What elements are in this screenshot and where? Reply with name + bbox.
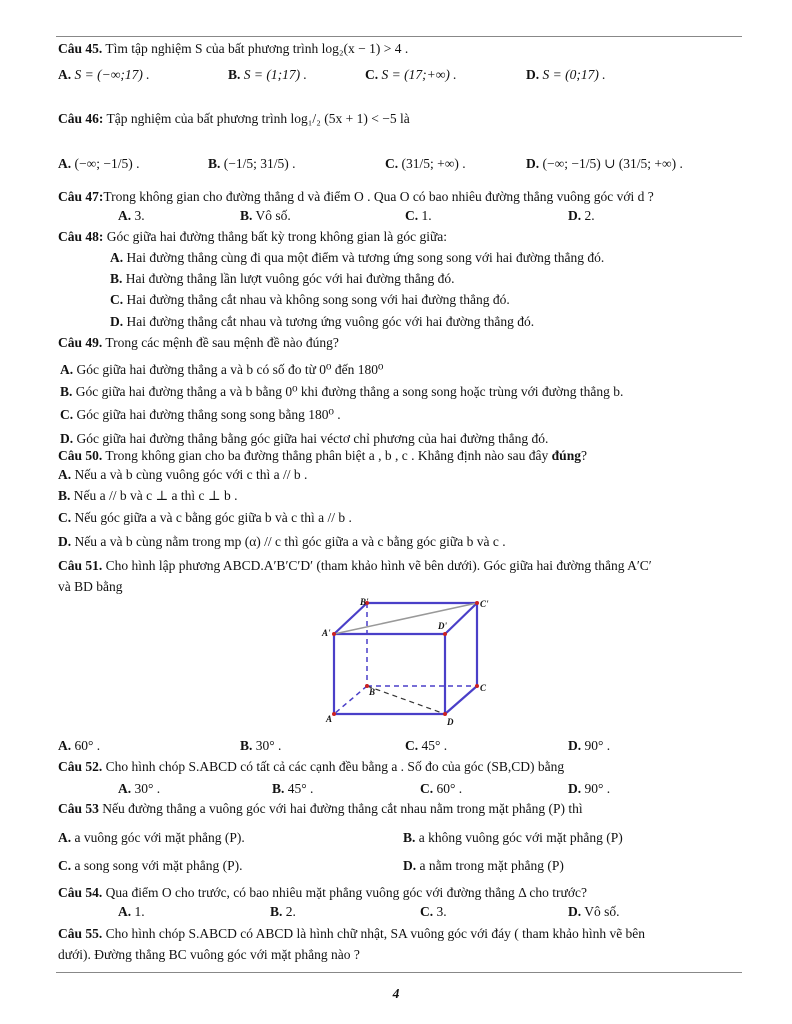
q46-stem: Câu 46: Tập nghiệm của bất phương trình log₁/₂ (5x + 1) < −5 là — [58, 111, 410, 126]
label-d: D — [447, 717, 454, 727]
point-c — [475, 684, 479, 688]
page-number: 4 — [392, 986, 400, 1001]
point-a — [332, 712, 336, 716]
q45-opt-d: D. S = (0;17) . — [526, 67, 606, 82]
label-a: A — [326, 714, 333, 724]
point-d1 — [443, 632, 447, 636]
bottom-rule — [56, 972, 742, 973]
q45-opt-a: A. S = (−∞;17) . — [58, 67, 150, 82]
q49-opt-b: B. Góc giữa hai đường thẳng a và b bằng 0⁰ khi đường thẳng a song song hoặc trùng với đường thẳng b. — [60, 384, 624, 399]
q51-opt-d: D. 90° . — [568, 738, 611, 753]
q47-opt-a: A. 3. — [118, 208, 145, 223]
q52-stem: Câu 52. Cho hình chóp S.ABCD có tất cả các cạnh đều bằng a . Số đo của góc (SB,CD) bằng — [58, 759, 565, 774]
q49-stem: Câu 49. Trong các mệnh đề sau mệnh đề nào đúng? — [58, 335, 339, 350]
label-d1: D' — [438, 621, 447, 631]
diagonal-bd — [367, 686, 445, 714]
diagonal-a1c1 — [334, 603, 477, 634]
q50-opt-a: A. Nếu a và b cùng vuông góc với c thì a // b . — [58, 467, 308, 482]
q55-stem: Câu 55. Cho hình chóp S.ABCD có ABCD là hình chữ nhật, SA vuông góc với đáy ( tham khảo hình vẽ bên — [58, 926, 646, 941]
q54-opt-d: D. Vô số. — [568, 904, 620, 919]
q45-stem: Câu 45. Tìm tập nghiệm S của bất phương trình log₂(x − 1) > 4 . — [58, 41, 409, 56]
q53-opt-b: B. a không vuông góc với mặt phẳng (P) — [403, 830, 623, 845]
q48-opt-a: A. Hai đường thẳng cùng đi qua một điểm và tương ứng song song với hai đường thẳng đó. — [110, 250, 605, 265]
q49-opt-a: A. Góc giữa hai đường thẳng a và b có số đo từ 0⁰ đến 180⁰ — [60, 362, 384, 377]
q50-opt-b: B. Nếu a // b và c ⊥ a thì c ⊥ b . — [58, 488, 238, 503]
q55-stem-cont: dưới). Đường thẳng BC vuông góc với mặt phẳng nào ? — [58, 947, 360, 962]
q52-opt-b: B. 45° . — [272, 781, 314, 796]
q54-opt-b: B. 2. — [270, 904, 296, 919]
q52-opt-c: C. 60° . — [420, 781, 463, 796]
q45-opt-c: C. S = (17;+∞) . — [365, 67, 457, 82]
q51-opt-a: A. 60° . — [58, 738, 101, 753]
q54-opt-c: C. 3. — [420, 904, 447, 919]
q54-opt-a: A. 1. — [118, 904, 145, 919]
q50-opt-d: D. Nếu a và b cùng nằm trong mp (α) // c thì góc giữa a và c bằng góc giữa b và c . — [58, 534, 506, 549]
q48-opt-d: D. Hai đường thẳng cắt nhau và tương ứng vuông góc với hai đường thẳng đó. — [110, 314, 535, 329]
q49-opt-c: C. Góc giữa hai đường thẳng song song bằng 180⁰ . — [60, 407, 341, 422]
q46-opt-a: A. (−∞; −1/5) . — [58, 156, 140, 171]
q53-stem: Câu 53 Nếu đường thẳng a vuông góc với hai đường thẳng cắt nhau nằm trong mặt phẳng (P) thì — [58, 801, 583, 816]
q50-stem: Câu 50. Trong không gian cho ba đường thẳng phân biệt a , b , c . Khẳng định nào sau đây đúng? — [58, 448, 587, 463]
point-a1 — [332, 632, 336, 636]
q47-opt-c: C. 1. — [405, 208, 432, 223]
q53-opt-a: A. a vuông góc với mặt phẳng (P). — [58, 830, 245, 845]
label-b: B — [369, 687, 376, 697]
q45-opt-b: B. S = (1;17) . — [228, 67, 307, 82]
cube-figure — [320, 596, 500, 730]
edge-c1d1 — [445, 603, 477, 634]
q51-stem-cont: và BD bằng — [58, 579, 123, 594]
q51-stem: Câu 51. Cho hình lập phương ABCD.A′B′C′D′ (tham khảo hình vẽ bên dưới). Góc giữa hai đường thẳng A′C′ — [58, 558, 652, 573]
point-c1 — [475, 601, 479, 605]
point-d — [443, 712, 447, 716]
label-b1: B' — [360, 597, 369, 607]
q53-opt-d: D. a nằm trong mặt phẳng (P) — [403, 858, 564, 873]
q52-opt-d: D. 90° . — [568, 781, 611, 796]
q48-stem: Câu 48: Góc giữa hai đường thẳng bất kỳ trong không gian là góc giữa: — [58, 229, 448, 244]
q51-opt-b: B. 30° . — [240, 738, 282, 753]
q54-stem: Câu 54. Qua điểm O cho trước, có bao nhiêu mặt phẳng vuông góc với đường thẳng Δ cho trước? — [58, 885, 587, 900]
q52-opt-a: A. 30° . — [118, 781, 161, 796]
q50-opt-c: C. Nếu góc giữa a và c bằng góc giữa b và c thì a // b . — [58, 510, 352, 525]
top-rule — [56, 36, 742, 37]
q46-opt-c: C. (31/5; +∞) . — [385, 156, 466, 171]
edge-cd — [445, 686, 477, 714]
q53-opt-c: C. a song song với mặt phẳng (P). — [58, 858, 243, 873]
q49-opt-d: D. Góc giữa hai đường thẳng bằng góc giữa hai véctơ chỉ phương của hai đường thẳng đó. — [60, 431, 549, 446]
edge-a1b1 — [334, 603, 367, 634]
q47-opt-b: B. Vô số. — [240, 208, 291, 223]
q48-opt-c: C. Hai đường thẳng cắt nhau và không song song với hai đường thẳng đó. — [110, 292, 510, 307]
label-c1: C' — [480, 599, 489, 609]
q46-opt-b: B. (−1/5; 31/5) . — [208, 156, 296, 171]
label-c: C — [480, 683, 487, 693]
q51-opt-c: C. 45° . — [405, 738, 448, 753]
q48-opt-b: B. Hai đường thẳng lần lượt vuông góc với hai đường thẳng đó. — [110, 271, 455, 286]
q47-stem: Câu 47:Trong không gian cho đường thẳng d và điểm O . Qua O có bao nhiêu đường thẳng vuông góc với d ? — [58, 189, 654, 204]
edge-ab-hidden — [334, 686, 367, 714]
q47-opt-d: D. 2. — [568, 208, 595, 223]
label-a1: A' — [322, 628, 331, 638]
q46-opt-d: D. (−∞; −1/5) ∪ (31/5; +∞) . — [526, 156, 683, 171]
